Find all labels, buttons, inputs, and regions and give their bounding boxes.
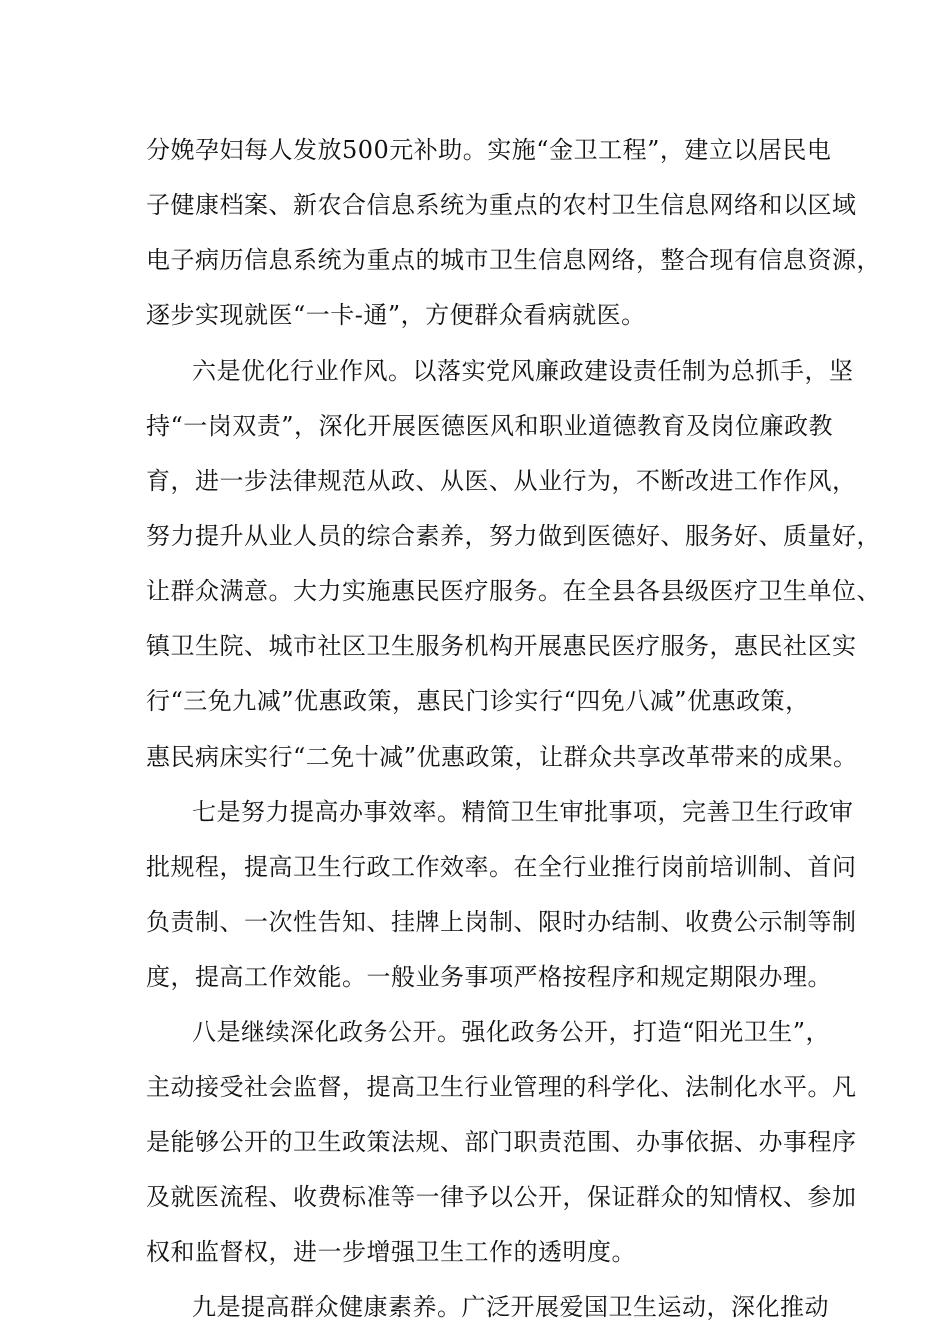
text-line: 度，提高工作效能。一般业务事项严格按程序和规定期限办理。 [146, 963, 832, 991]
paragraph-start-line: 九是提高群众健康素养。广泛开展爱国卫生运动，深化推动 [192, 1293, 829, 1321]
text-line: 子健康档案、新农合信息系统为重点的农村卫生信息网络和以区域 [146, 191, 857, 219]
paragraph-start-line: 七是努力提高办事效率。精简卫生审批事项，完善卫生行政审 [192, 798, 854, 826]
text-line: 权和监督权，进一步增强卫生工作的透明度。 [146, 1238, 636, 1266]
paragraph-start-line: 六是优化行业作风。以落实党风廉政建设责任制为总抓手，坚 [192, 357, 854, 385]
text-line: 是能够公开的卫生政策法规、部门职责范围、办事依据、办事程序 [146, 1128, 857, 1156]
text-line: 惠民病床实行“二免十减”优惠政策，让群众共享改革带来的成果。 [146, 743, 858, 771]
text-line: 行“三免九减”优惠政策，惠民门诊实行“四免八减”优惠政策， [146, 687, 810, 715]
paragraph-start-line: 八是继续深化政务公开。强化政务公开，打造“阳光卫生”， [192, 1018, 831, 1046]
text-line: 育，进一步法律规范从政、从医、从业行为，不断改进工作作风， [146, 467, 857, 495]
text-line: 努力提升从业人员的综合素养，努力做到医德好、服务好、质量好， [146, 522, 881, 550]
text-line: 逐步实现就医“一卡-通”，方便群众看病就医。 [146, 301, 646, 329]
text-line: 批规程，提高卫生行政工作效率。在全行业推行岗前培训制、首问 [146, 853, 857, 881]
text-line: 镇卫生院、城市社区卫生服务机构开展惠民医疗服务，惠民社区实 [146, 632, 857, 660]
text-line: 让群众满意。大力实施惠民医疗服务。在全县各县级医疗卫生单位、 [146, 577, 881, 605]
text-line: 主动接受社会监督，提高卫生行业管理的科学化、法制化水平。凡 [146, 1073, 857, 1101]
text-line: 负责制、一次性告知、挂牌上岗制、限时办结制、收费公示制等制 [146, 908, 857, 936]
text-line: 电子病历信息系统为重点的城市卫生信息网络，整合现有信息资源， [146, 246, 881, 274]
text-line: 持“一岗双责”，深化开展医德医风和职业道德教育及岗位廉政教 [146, 412, 834, 440]
text-line: 分娩孕妇每人发放500元补助。实施“金卫工程”，建立以居民电 [146, 136, 832, 164]
text-line: 及就医流程、收费标准等一律予以公开，保证群众的知情权、参加 [146, 1183, 857, 1211]
